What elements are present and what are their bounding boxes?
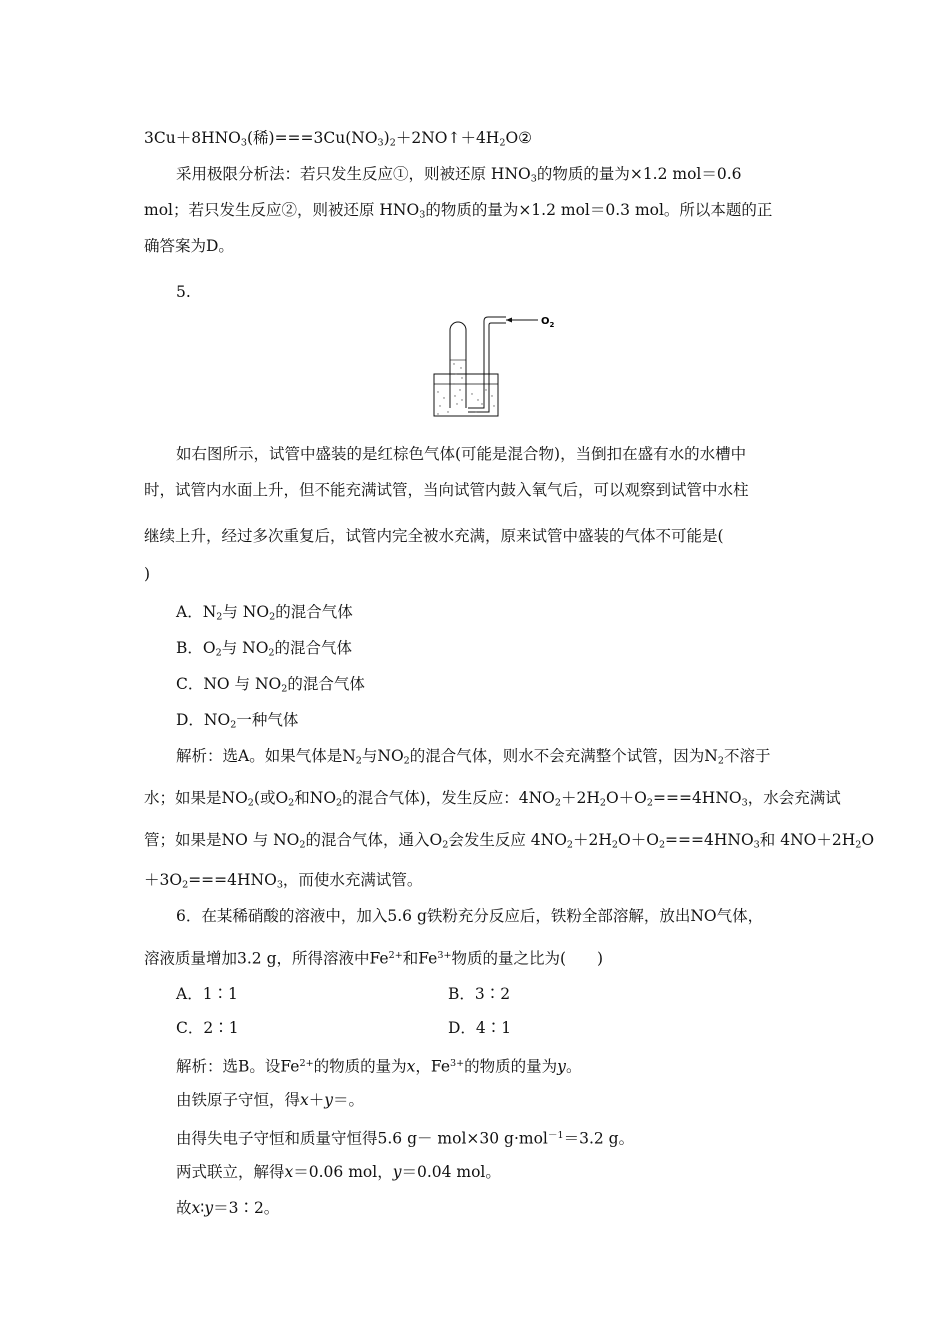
question-5-stem-line-1: 如右图所示，试管中盛装的是红棕色气体(可能是混合物)，当倒扣在盛有水的水槽中 [176,445,747,463]
analysis-line-3: 确答案为D。 [144,237,234,255]
question-5-solution-line-2: 水；如果是$NO_2$(或$O_2$和$NO_2$的混合气体)，发生反应：$4NO_2+2H_2O+O_2===4HNO_3$，水会充满试 [144,789,841,809]
equation-2: $3Cu+8HNO_3$(稀)$===3Cu(NO_3)_2+2NO↑+4H_2O②$ [144,129,533,149]
question-6-stem-line-2: 溶液质量增加3.2 g，所得溶液中$Fe^{2+}$和$Fe^{3+}$物质的量之比为( ) [144,949,604,968]
oxygen-label: $O_2$ [541,316,555,329]
option-b: B．$O_2$与 $NO_2$的混合气体 [176,639,353,659]
question-5-solution-line-1: 解析：选A。如果气体是$N_2$与$NO_2$的混合气体，则水不会充满整个试管，因为$N_2$不溶于 [176,747,771,767]
choice-d: D．4∶1 [448,1019,512,1037]
option-d: D．$NO_2$一种气体 [176,711,299,731]
question-5-stem-line-3: 继续上升，经过多次重复后，试管内完全被水充满，原来试管中盛装的气体不可能是( [144,527,724,545]
question-6-solution-line-3: 由得失电子守恒和质量守恒得5.6 g－ mol×30 g·mol$^{-1}$＝3.2 g。 [176,1129,635,1148]
oxygen-arrow-head [506,318,512,323]
question-5-solution-line-4: $+3O_2===4HNO_3$，而使水充满试管。 [144,871,423,891]
analysis-line-2: mol；若只发生反应②，则被还原 $HNO_3$的物质的量为×1.2 mol＝0.3 mol。所以本题的正 [144,201,773,221]
option-c: C．NO 与 $NO_2$的混合气体 [176,675,365,695]
delivery-tube [468,317,506,408]
question-6-solution-line-4: 两式联立，解得x＝0.06 mol，y＝0.04 mol。 [176,1163,501,1181]
question-6-stem-line-1: 6．在某稀硝酸的溶液中，加入5.6 g铁粉充分反应后，铁粉全部溶解，放出NO气体， [176,907,764,925]
choice-b: B．3∶2 [448,985,511,1003]
test-tube-apparatus-figure [428,312,558,420]
question-5-number: 5. [176,283,191,301]
choice-c: C．2∶1 [176,1019,239,1037]
question-6-solution-line-1: 解析：选B。设$Fe^{2+}$的物质的量为x，$Fe^{3+}$的物质的量为y。 [176,1057,582,1076]
question-5-solution-line-3: 管；如果是NO 与 $NO_2$的混合气体，通入$O_2$会发生反应 $4NO_2+2H_2O+O_2===4HNO_3$和 $4NO+2H_2O$ [144,831,875,851]
choice-a: A．1∶1 [176,985,238,1003]
option-a: A．$N_2$与 $NO_2$的混合气体 [176,603,353,623]
analysis-line-1: 采用极限分析法：若只发生反应①，则被还原 $HNO_3$的物质的量为×1.2 mol＝0.6 [176,165,742,185]
question-5-stem-line-2: 时，试管内水面上升，但不能充满试管，当向试管内鼓入氧气后，可以观察到试管中水柱 [144,481,749,499]
question-6-solution-line-5: 故x∶y＝3∶2。 [176,1199,280,1217]
inverted-test-tube [450,322,466,408]
question-6-solution-line-2: 由铁原子守恒，得x＋y＝。 [176,1091,365,1109]
question-5-stem-line-4: ) [144,565,151,583]
